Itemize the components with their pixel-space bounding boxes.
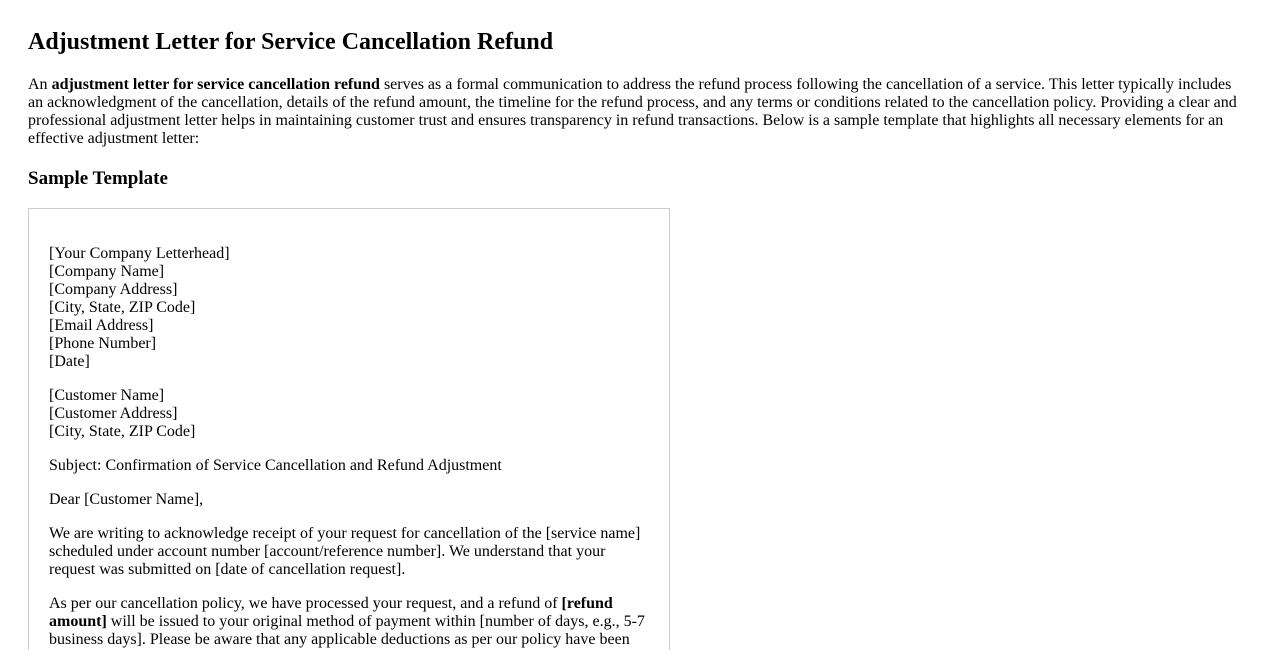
letter-paragraph-1: We are writing to acknowledge receipt of your request for cancellation of the [service name] scheduled under account number [account/reference number]. We understand that your request was submitted on [date of cancellation request]. [49,525,641,578]
letter-template-box [28,208,670,650]
paragraph-2-suffix: will be issued to your original method of payment within [number of days, e.g., 5-7 business days]. Please be aware that any applicable deductions as per our policy have been [49,613,645,648]
page-title: Adjustment Letter for Service Cancellation Refund [28,29,554,55]
intro-suffix: serves as a formal communication to address the refund process following the cancellation of a service. This letter typically includes an acknowledgment of the cancellation, details of the refund amount, the timeline for the refund process, and any terms or conditions related to the cancellation policy. Providing a clear and professional adjustment letter helps in maintaining customer trust and ensures transparency in refund transactions. Below is a sample template that highlights all necessary elements for an effective adjustment letter: [28,76,1237,147]
recipient-city-state-zip: [City, State, ZIP Code] [49,423,196,440]
sender-city-state-zip: [City, State, ZIP Code] [49,299,196,316]
recipient-block [49,387,649,441]
recipient-address: [Customer Address] [49,405,178,422]
letter-date: [Date] [49,353,90,370]
letter-paragraph-2 [49,595,649,649]
intro-bold-term: adjustment letter for service cancellation refund [51,76,380,93]
paragraph-2-prefix: As per our cancellation policy, we have processed your request, and a refund of [49,595,562,612]
sender-block [49,245,649,371]
intro-prefix: An [28,76,52,93]
letter-salutation: Dear [Customer Name], [49,491,204,508]
sender-company-address: [Company Address] [49,281,178,298]
sender-phone: [Phone Number] [49,335,157,352]
recipient-name: [Customer Name] [49,387,165,404]
section-title: Sample Template [28,168,168,189]
sender-email: [Email Address] [49,317,154,334]
sender-company-name: [Company Name] [49,263,165,280]
refund-amount-placeholder: [refund amount] [49,595,613,630]
intro-paragraph [28,76,1243,148]
sender-letterhead: [Your Company Letterhead] [49,245,230,262]
letter-subject: Subject: Confirmation of Service Cancellation and Refund Adjustment [49,457,502,474]
